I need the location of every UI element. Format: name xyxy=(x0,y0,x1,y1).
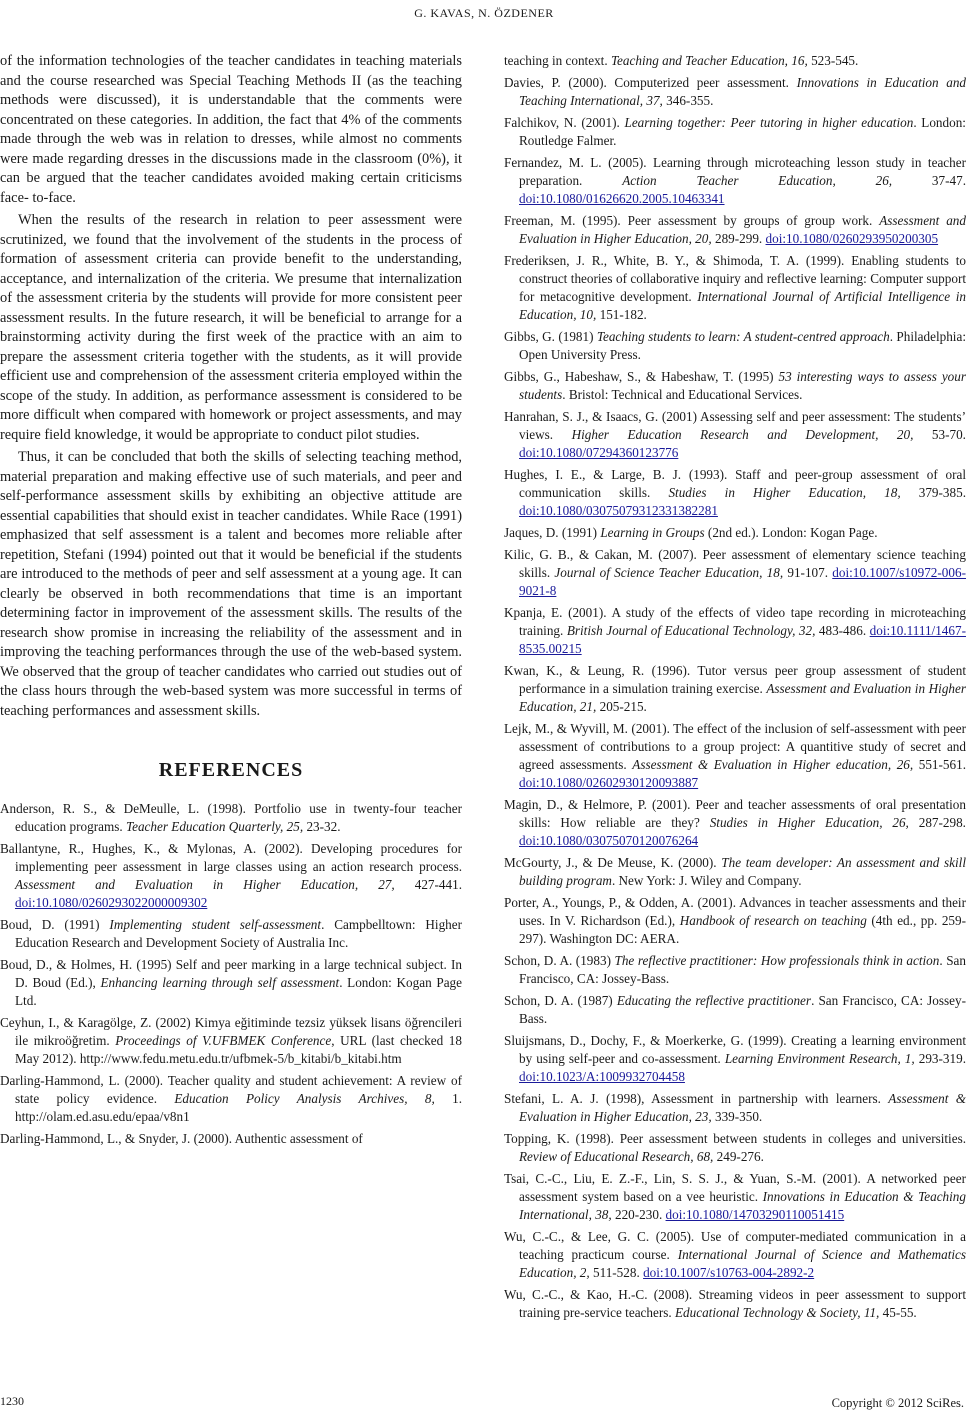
doi-link[interactable]: doi:10.1080/01626620.2005.10463341 xyxy=(519,191,725,206)
reference-text: 293-319. xyxy=(914,1051,966,1066)
body-paragraph-1: of the information technologies of the teacher candidates in teaching materials and the course researched was Special Teaching Methods II (as the teaching methods were discussed), it is understandable that the comments were concentrated on these categories. In addition, the fact that 4% of the comments made through the web was in relation to dresses, while almost no comments were made regarding dresses in the discussions made in the classroom (0%), it can be argued that the teacher candidates avoided making certain criticisms face- to-face. xyxy=(0,53,462,206)
body-paragraph-2: When the results of the research in relation to peer assessment were scrutinized, we found that the involvement of the students in the process of formation of assessment criteria can provide benefit to the understanding, acceptance, and internalization of the criteria. We presume that internalization of the assessment criteria by the students will provide for more consistent peer assessment results. In the future research, it will be beneficial to arrange for a brainstorming activity during the first week of the practice with an aim to prepare the assessment criteria together with the students, as it will provide efficient use and comprehension of the assessment criteria employed within the scope of the study. In addition, as performance assessment is considered to be more difficult when compared with homework or project assessments, and may require field knowledge, it would be appropriate to conduct pilot studies. xyxy=(0,212,462,443)
reference-source-title: Higher Education Research and Development, 20, xyxy=(571,427,914,442)
reference-text: Kwan, K., & Leung, R. (1996). Tutor versus peer group assessment of student performance in a simulation training exercise. xyxy=(504,663,966,696)
reference-text: 37-47. xyxy=(892,173,966,188)
reference-entry xyxy=(504,604,966,658)
reference-entry xyxy=(0,916,462,952)
reference-text: 205-215. xyxy=(596,699,647,714)
reference-text: 483-486. xyxy=(815,623,870,638)
reference-source-title: Action Teacher Education, 26, xyxy=(622,173,893,188)
reference-source-title: Assessment & Evaluation in Higher Education, 23, xyxy=(519,1091,966,1124)
reference-text: Falchikov, N. (2001). xyxy=(504,115,625,130)
reference-entry xyxy=(504,796,966,850)
reference-text: Jaques, D. (1991) xyxy=(504,525,601,540)
reference-entry xyxy=(504,1090,966,1126)
reference-text: Wu, C.-C., & Lee, G. C. (2005). Use of computer-mediated communication in a teaching practicum course. xyxy=(504,1229,966,1262)
reference-text: Boud, D., & Holmes, H. (1995) Self and peer marking in a large technical subject. In D. Boud (Ed.), xyxy=(0,957,462,990)
reference-source-title: Educational Technology & Society, 11, xyxy=(674,1305,880,1320)
reference-source-title: Educating the reflective practitioner xyxy=(616,993,812,1008)
reference-source-title: International Journal of Science and Mathematics Education, 2, xyxy=(519,1247,967,1280)
doi-link[interactable]: doi:10.1007/s10763-004-2892-2 xyxy=(643,1265,815,1280)
reference-source-title: The reflective practitioner: How professionals think in action xyxy=(614,953,940,968)
reference-source-title: Handbook of research on teaching xyxy=(679,913,867,928)
reference-text: Schon, D. A. (1983) xyxy=(504,953,615,968)
reference-text: Kilic, G. B., & Cakan, M. (2007). Peer assessment of elementary science teaching skills. xyxy=(504,547,966,580)
reference-entry xyxy=(504,992,966,1028)
reference-text: Ceyhun, I., & Karagölge, Z. (2002) Kimya eğitiminde tezsiz yüksek lisans öğrencileri ile mikroöğretim. xyxy=(0,1015,462,1048)
reference-entry xyxy=(504,524,966,542)
reference-text: . London: Routledge Falmer. xyxy=(519,115,966,148)
reference-source-title: Teaching students to learn: A student-centred approach xyxy=(596,329,890,344)
reference-source-title: Education Policy Analysis Archives, 8, xyxy=(174,1091,435,1106)
copyright-notice: Copyright © 2012 SciRes. xyxy=(831,1396,964,1410)
reference-text: Lejk, M., & Wyvill, M. (2001). The effect of the inclusion of self-assessment with peer assessment of contributions to a group project: A quantitive study of secret and agreed assessments. xyxy=(504,721,966,772)
doi-link[interactable]: doi:10.1080/02602930120093887 xyxy=(519,775,699,790)
reference-text: Boud, D. (1991) xyxy=(0,917,110,932)
reference-source-title: Learning Environment Research, 1, xyxy=(724,1051,915,1066)
reference-text: teaching in context. xyxy=(504,53,611,68)
doi-link[interactable]: doi:10.1080/14703290110051415 xyxy=(665,1207,845,1222)
reference-source-title: Assessment and Evaluation in Higher Education, 27, xyxy=(15,877,395,892)
reference-entry xyxy=(504,1032,966,1086)
reference-text: Hanrahan, S. J., & Isaacs, G. (2001) Assessing self and peer assessment: The students’ views. xyxy=(504,409,966,442)
reference-source-title: British Journal of Educational Technology, 32, xyxy=(566,623,816,638)
doi-link[interactable]: doi:10.1007/s10972-006-9021-8 xyxy=(519,565,966,598)
doi-link[interactable]: doi:10.1080/0260293022000009302 xyxy=(15,895,208,910)
reference-text: , URL (last checked 18 May 2012). http://www.fedu.metu.edu.tr/ufbmek-5/b_kitabi/b_kitabi.htm xyxy=(15,1033,462,1066)
reference-source-title: Assessment & Evaluation in Higher education, 26, xyxy=(632,757,914,772)
reference-source-title: Learning in Groups xyxy=(600,525,705,540)
reference-source-title: Enhancing learning through self assessment xyxy=(100,975,340,990)
reference-text: 379-385. xyxy=(900,485,966,500)
reference-entry xyxy=(504,720,966,792)
reference-text: . San Francisco, CA: Jossey-Bass. xyxy=(519,953,966,986)
reference-text: Darling-Hammond, L., & Snyder, J. (2000). Authentic assessment of xyxy=(0,1131,363,1146)
reference-text: 551-561. xyxy=(913,757,966,772)
reference-text: 523-545. xyxy=(807,53,859,68)
reference-source-title: Studies in Higher Education, 26, xyxy=(709,815,909,830)
doi-link[interactable]: doi:10.1080/0260293950200305 xyxy=(765,231,939,246)
reference-source-title: Learning together: Peer tutoring in higher education xyxy=(624,115,914,130)
reference-entry xyxy=(504,252,966,324)
reference-entry xyxy=(504,74,966,110)
reference-entry xyxy=(504,408,966,462)
reference-source-title: International Journal of Artificial Intelligence in Education, 10, xyxy=(519,289,966,322)
reference-entry xyxy=(0,956,462,1010)
reference-text: Fernandez, M. L. (2005). Learning through microteaching lesson study in teacher preparation. xyxy=(504,155,966,188)
reference-entry xyxy=(504,1130,966,1166)
page-number: 1230 xyxy=(0,1394,24,1408)
reference-source-title: Assessment and Evaluation in Higher Education, 21, xyxy=(519,681,966,714)
reference-entry xyxy=(504,154,966,208)
reference-text: Kpanja, E. (2001). A study of the effects of video tape recording in microteaching training. xyxy=(504,605,966,638)
reference-text: 346-355. xyxy=(662,93,714,108)
reference-source-title: Journal of Science Teacher Education, 18, xyxy=(554,565,784,580)
reference-text: Davies, P. (2000). Computerized peer assessment. xyxy=(504,75,797,90)
reference-text: 91-107. xyxy=(783,565,833,580)
reference-source-title: Teacher Education Quarterly, 25, xyxy=(125,819,304,834)
reference-entry xyxy=(504,52,966,70)
reference-text: 339-350. xyxy=(711,1109,763,1124)
reference-text: 289-299. xyxy=(711,231,766,246)
reference-source-title: Innovations in Education and Teaching International, 37, xyxy=(519,75,967,108)
reference-text: Darling-Hammond, L. (2000). Teacher quality and student achievement: A review of state policy evidence. xyxy=(0,1073,462,1106)
reference-entry xyxy=(504,114,966,150)
reference-text: Frederiksen, J. R., White, B. Y., & Shimoda, T. A. (1999). Enabling students to construct theories of collaborative inquiry and reflective learning: Computer support for metacognitive development. xyxy=(504,253,966,304)
reference-text: 151-182. xyxy=(596,307,647,322)
reference-text: . Philadelphia: Open University Press. xyxy=(519,329,966,362)
reference-text: . Bristol: Technical and Educational Services. xyxy=(562,387,803,402)
reference-text: . San Francisco, CA: Jossey-Bass. xyxy=(519,993,966,1026)
reference-entry xyxy=(504,662,966,716)
reference-text: 249-276. xyxy=(713,1149,764,1164)
reference-text: . London: Kogan Page Ltd. xyxy=(15,975,462,1008)
references-heading: REFERENCES xyxy=(158,759,304,781)
reference-text: Hughes, I. E., & Large, B. J. (1993). Staff and peer-group assessment of oral communication skills. xyxy=(504,467,966,500)
reference-text: Porter, A., Youngs, P., & Odden, A. (2001). Advances in teacher assessments and their uses. In V. Richardson (Ed.), xyxy=(504,895,966,928)
reference-source-title: The team developer: An assessment and skill building program xyxy=(519,855,966,888)
references-list-left xyxy=(0,800,462,1148)
reference-text: Topping, K. (1998). Peer assessment between students in colleges and universities. xyxy=(504,1131,966,1146)
reference-text: Freeman, M. (1995). Peer assessment by groups of group work. xyxy=(504,213,880,228)
reference-entry xyxy=(0,840,462,912)
reference-entry xyxy=(504,466,966,520)
reference-text: Anderson, R. S., & DeMeulle, L. (1998). Portfolio use in twenty-four teacher education programs. xyxy=(0,801,462,834)
reference-entry xyxy=(504,1286,966,1322)
reference-source-title: Teaching and Teacher Education, 16, xyxy=(610,53,808,68)
doi-link[interactable]: doi:10.1080/07294360123776 xyxy=(519,445,679,460)
reference-text: 287-298. xyxy=(908,815,966,830)
doi-link[interactable]: doi:10.1023/A:1009932704458 xyxy=(519,1069,685,1084)
reference-entry xyxy=(504,854,966,890)
reference-text: Sluijsmans, D., Dochy, F., & Moerkerke, G. (1999). Creating a learning environment by using self-peer and co-assessment. xyxy=(504,1033,966,1066)
reference-text: 45-55. xyxy=(879,1305,917,1320)
reference-entry xyxy=(504,1228,966,1282)
reference-text: 220-230. xyxy=(611,1207,666,1222)
reference-source-title: Studies in Higher Education, 18, xyxy=(668,485,901,500)
reference-text: McGourty, J., & De Meuse, K. (2000). xyxy=(504,855,722,870)
reference-text: Tsai, C.-C., Liu, E. Z.-F., Lin, S. S. J., & Yuan, S.-M. (2001). A networked peer assessment system based on a vee heuristic. xyxy=(504,1171,966,1204)
reference-text: Stefani, L. A. J. (1998), Assessment in partnership with learners. xyxy=(504,1091,889,1106)
reference-source-title: Innovations in Education & Teaching International, 38, xyxy=(519,1189,966,1222)
reference-entry xyxy=(0,1014,462,1068)
reference-source-title: 53 interesting ways to assess your students xyxy=(519,369,966,402)
body-paragraph-3: Thus, it can be concluded that both the skills of selecting teaching method, material preparation and making effective use of such materials, and peer and self-performance assessment skills by exhibiting an objective attitude are essential capabilities that should exist in teacher candidates. While Race (1991) emphasized that self assessment is a talent and becomes more reliable after repetition, Stefani (1994) pointed out that it would be beneficial if the students are introduced to the methods of peer and self assessment at a young age. It can clearly be observed in both recommendations that time is an important determining factor in improvement of the assessment skills. The results of the research show promise in increasing the reliability of the assessment and in improving the teaching performances through the use of the web-based system. We observed that the group of teacher candidates who carried out studies out of the class hours through the web-based system was more successful in terms of teaching performances and assessment skills. xyxy=(0,449,462,719)
reference-entry xyxy=(504,368,966,404)
reference-text: . Campbelltown: Higher Education Research and Development Society of Australia Inc. xyxy=(15,917,463,950)
reference-entry xyxy=(504,212,966,248)
reference-text: (2nd ed.). London: Kogan Page. xyxy=(704,525,878,540)
reference-source-title: Implementing student self-assessment xyxy=(109,917,322,932)
doi-link[interactable]: doi:10.1080/03075070120076264 xyxy=(519,833,699,848)
reference-entry xyxy=(0,1130,462,1148)
reference-text: 53-70. xyxy=(913,427,966,442)
reference-entry xyxy=(504,894,966,948)
reference-text: 1. http://olam.ed.asu.edu/epaa/v8n1 xyxy=(15,1091,462,1124)
right-column xyxy=(504,52,966,1326)
reference-entry xyxy=(504,1170,966,1224)
reference-text: Gibbs, G. (1981) xyxy=(504,329,597,344)
reference-source-title: Proceedings of V.UFBMEK Conference xyxy=(115,1033,332,1048)
left-column xyxy=(0,52,462,1152)
reference-text: Magin, D., & Helmore, P. (2001). Peer and teacher assessments of oral presentation skills: How reliable are they? xyxy=(504,797,966,830)
reference-entry xyxy=(504,546,966,600)
reference-text: 427-441. xyxy=(394,877,462,892)
reference-entry xyxy=(0,800,462,836)
reference-text: Ballantyne, R., Hughes, K., & Mylonas, A. (2002). Developing procedures for implementing peer assessment in large classes using an action research process. xyxy=(0,841,462,874)
reference-text: 23-32. xyxy=(303,819,341,834)
reference-text: 511-528. xyxy=(589,1265,644,1280)
reference-text: Wu, C.-C., & Kao, H.-C. (2008). Streaming videos in peer assessment to support training pre-service teachers. xyxy=(504,1287,966,1320)
reference-text: . New York: J. Wiley and Company. xyxy=(611,873,802,888)
reference-source-title: Assessment and Evaluation in Higher Education, 20, xyxy=(519,213,966,246)
reference-text: Schon, D. A. (1987) xyxy=(504,993,617,1008)
running-header: G. KAVAS, N. ÖZDENER xyxy=(414,6,554,20)
reference-text: (4th ed., pp. 259-297). Washington DC: AERA. xyxy=(519,913,966,946)
reference-entry xyxy=(504,952,966,988)
doi-link[interactable]: doi:10.1080/03075079312331382281 xyxy=(519,503,718,518)
doi-link[interactable]: doi:10.1111/1467-8535.00215 xyxy=(519,623,966,656)
reference-text: Gibbs, G., Habeshaw, S., & Habeshaw, T. (1995) xyxy=(504,369,779,384)
reference-source-title: Review of Educational Research, 68, xyxy=(519,1149,714,1164)
reference-entry xyxy=(504,328,966,364)
references-list-right xyxy=(504,52,966,1322)
reference-entry xyxy=(0,1072,462,1126)
